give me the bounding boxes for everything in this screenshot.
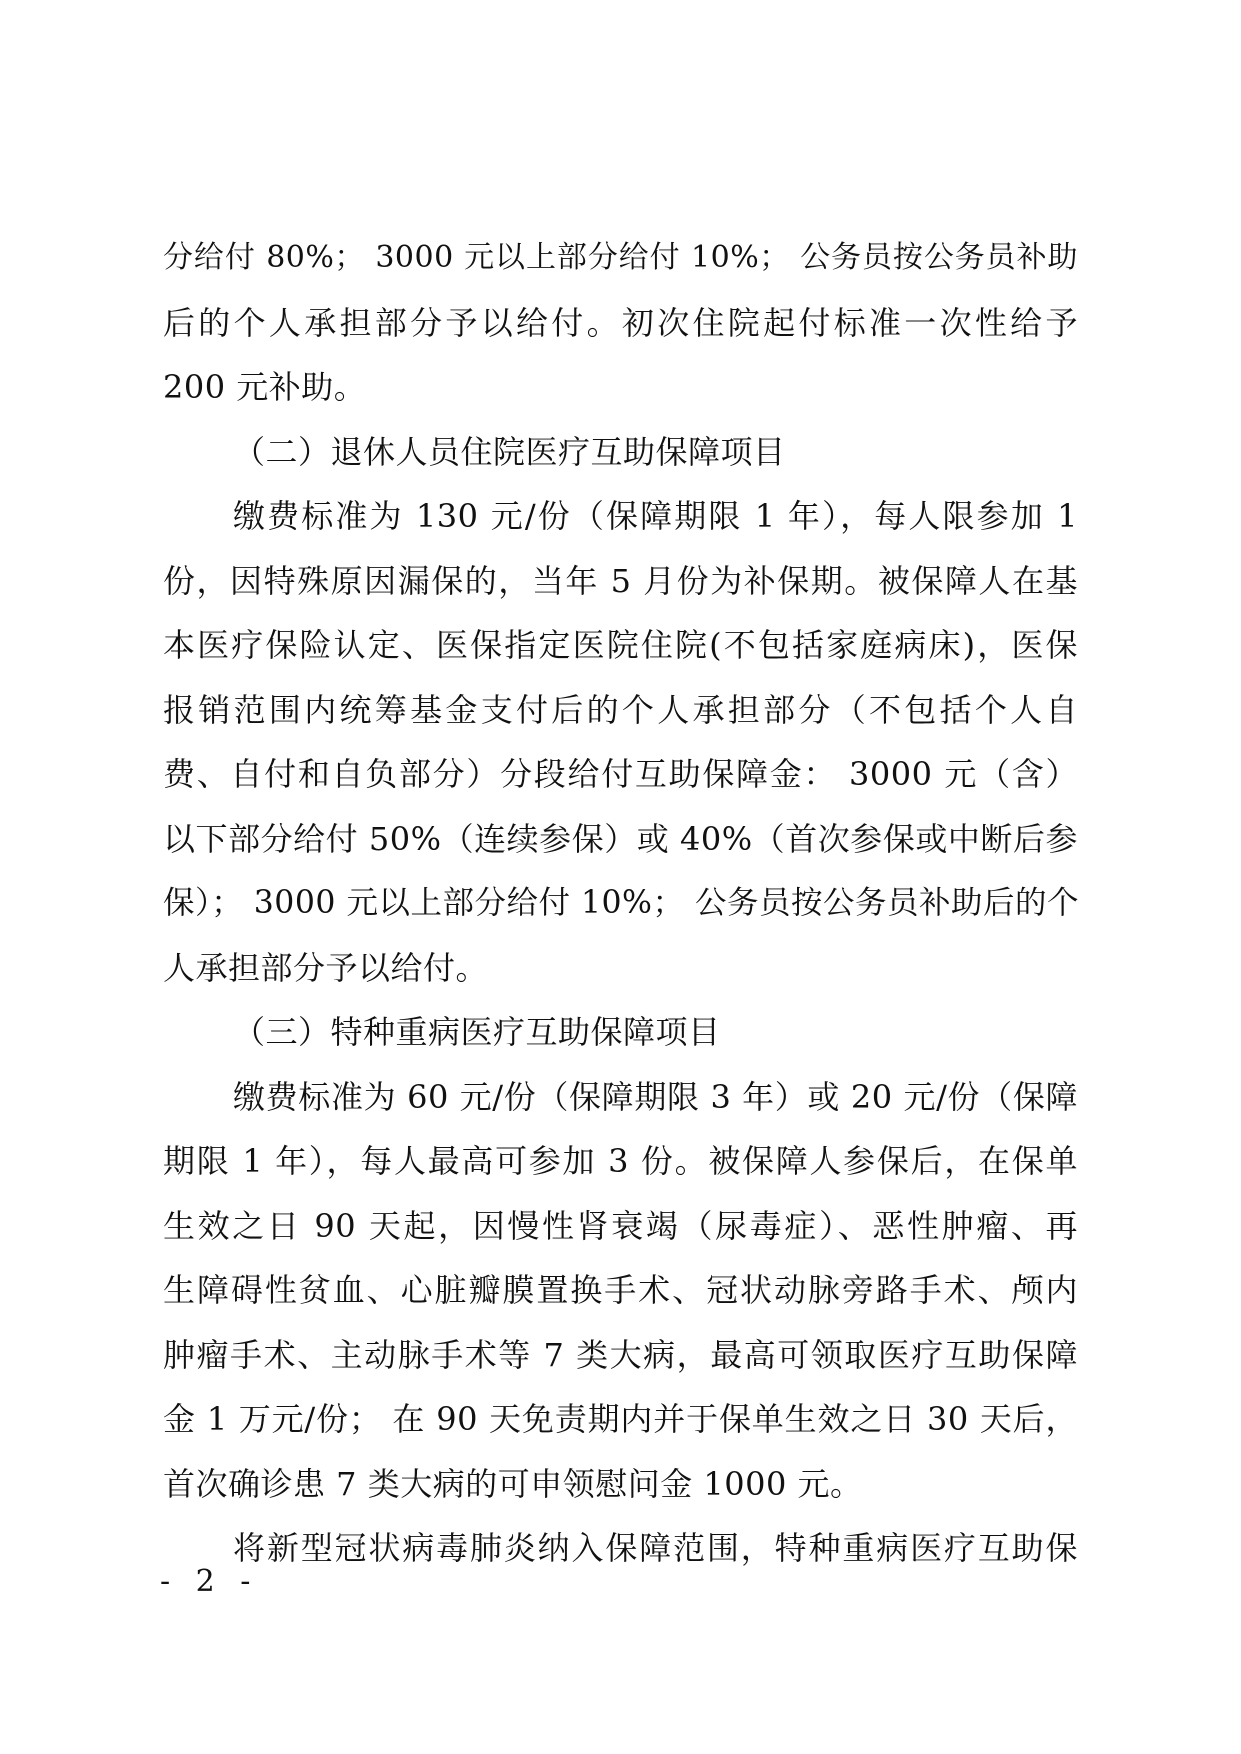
- text-line: 份，因特殊原因漏保的，当年 5 月份为补保期。被保障人在基: [163, 561, 1078, 600]
- section-heading-retiree-hospitalization: （二）退休人员住院医疗互助保障项目: [233, 432, 786, 471]
- text-line: 将新型冠状病毒肺炎纳入保障范围，特种重病医疗互助保: [233, 1529, 1078, 1567]
- text-line: 报销范围内统筹基金支付后的个人承担部分（不包括个人自: [163, 690, 1078, 729]
- text-line: 后的个人承担部分予以给付。初次住院起付标准一次性给予: [163, 303, 1078, 342]
- text-line: 分给付 80%； 3000 元以上部分给付 10%； 公务员按公务员补助: [163, 240, 1078, 275]
- section-heading-critical-illness: （三）特种重病医疗互助保障项目: [233, 1013, 721, 1051]
- text-line: 缴费标准为 130 元/份（保障期限 1 年），每人限参加 1: [233, 497, 1078, 535]
- text-line: 费、自付和自负部分）分段给付互助保障金： 3000 元（含）: [163, 755, 1078, 793]
- text-line: 人承担部分予以给付。: [163, 948, 489, 987]
- text-line: 生效之日 90 天起，因慢性肾衰竭（尿毒症）、恶性肿瘤、再: [163, 1206, 1078, 1245]
- page-number: - 2 -: [160, 1564, 259, 1599]
- text-line: 生障碍性贫血、心脏瓣膜置换手术、冠状动脉旁路手术、颅内: [163, 1271, 1078, 1309]
- text-line: 肿瘤手术、主动脉手术等 7 类大病，最高可领取医疗互助保障: [163, 1335, 1078, 1374]
- text-line: 期限 1 年），每人最高可参加 3 份。被保障人参保后，在保单: [163, 1142, 1078, 1180]
- text-line: 首次确诊患 7 类大病的可申领慰问金 1000 元。: [163, 1464, 863, 1503]
- text-line: 200 元补助。: [163, 368, 367, 406]
- document-body: [163, 226, 1078, 1581]
- text-line: 以下部分给付 50%（连续参保）或 40%（首次参保或中断后参: [163, 819, 1078, 858]
- text-line: 保）； 3000 元以上部分给付 10%； 公务员按公务员补助后的个: [163, 885, 1079, 921]
- text-line: 缴费标准为 60 元/份（保障期限 3 年）或 20 元/份（保障: [233, 1077, 1078, 1116]
- text-line: 金 1 万元/份； 在 90 天免责期内并于保单生效之日 30 天后，: [163, 1400, 1078, 1438]
- text-line: 本医疗保险认定、医保指定医院住院(不包括家庭病床)，医保: [163, 626, 1078, 664]
